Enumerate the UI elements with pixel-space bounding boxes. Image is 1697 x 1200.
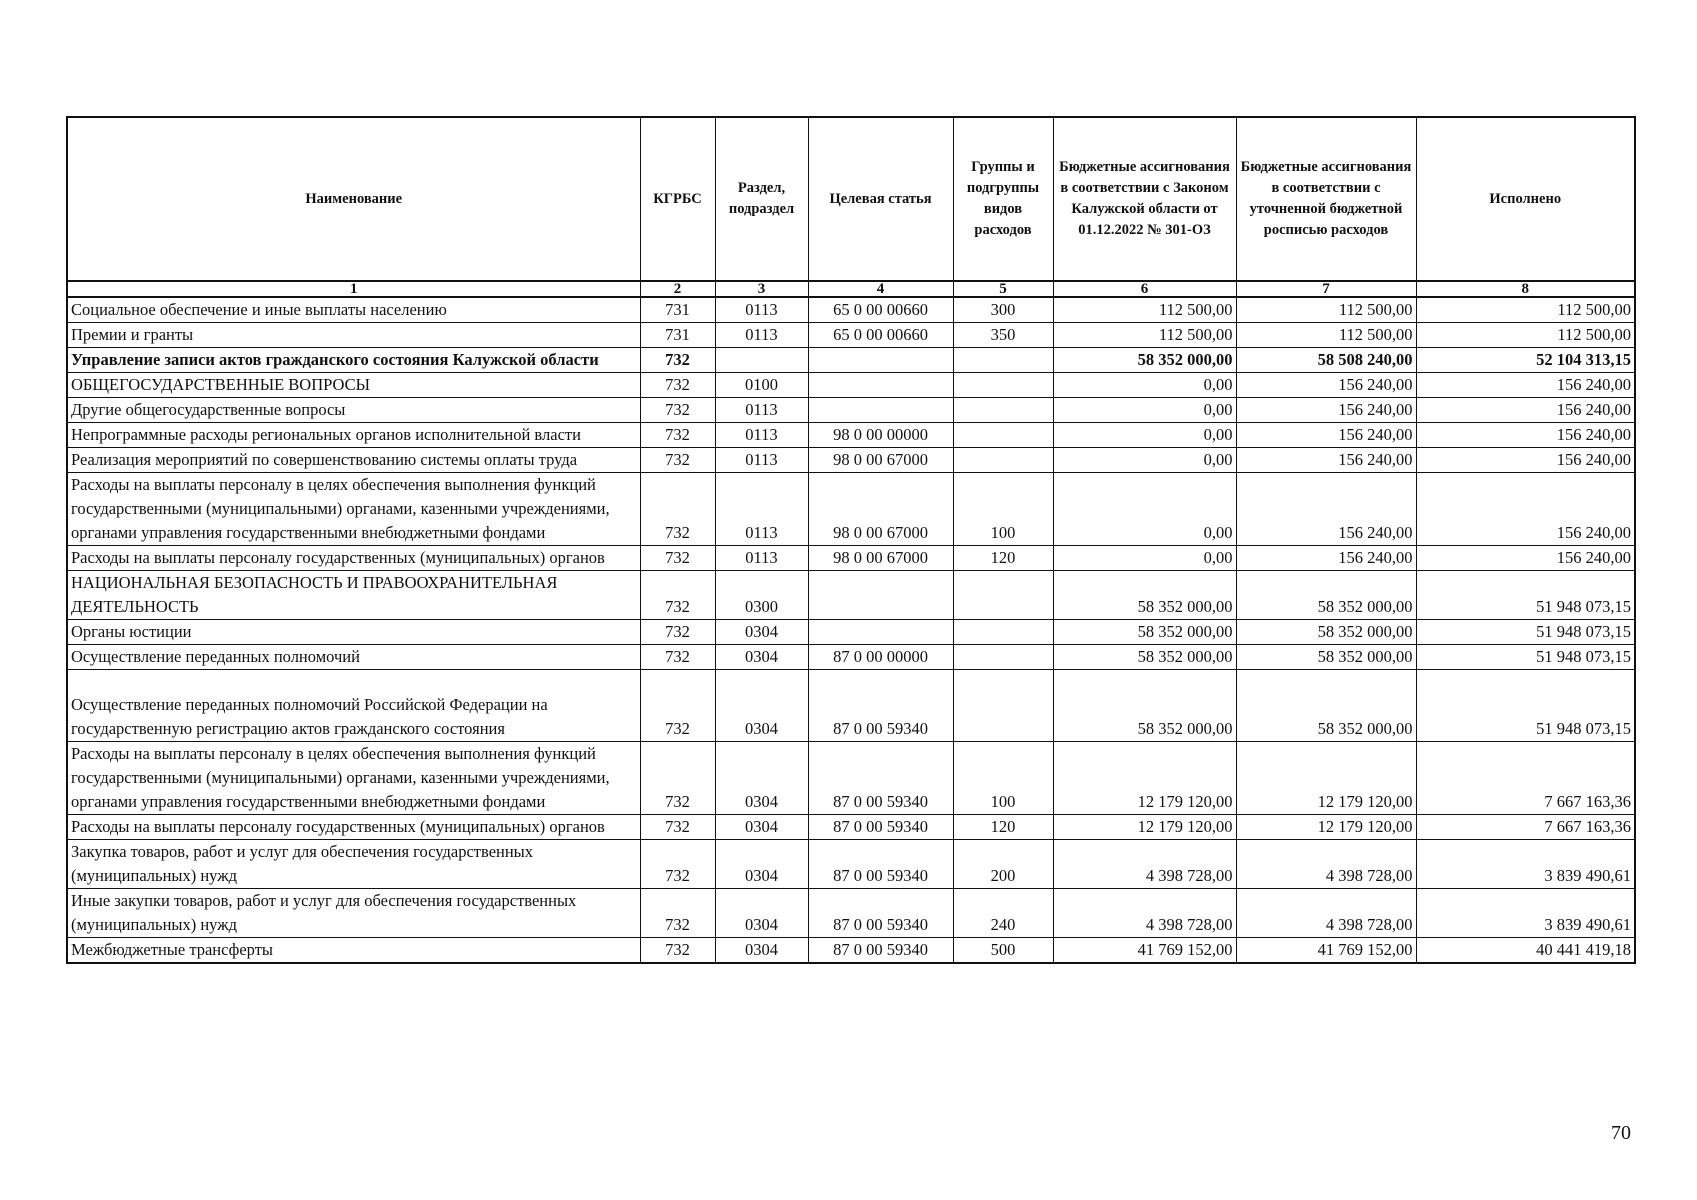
row-refined-amount: 112 500,00 [1236,323,1416,348]
row-section: 0304 [715,815,808,840]
header-kgrbs: КГРБС [640,117,715,281]
row-refined-amount: 12 179 120,00 [1236,815,1416,840]
row-group: 240 [953,889,1053,938]
row-name: Осуществление переданных полномочий Российской Федерации на государственную регистрацию актов гражданского состояния [67,670,640,742]
row-name: Закупка товаров, работ и услуг для обеспечения государственных (муниципальных) нужд [67,840,640,889]
table-row [67,348,1635,373]
table-row [67,742,1635,815]
row-law-amount: 112 500,00 [1053,297,1236,323]
header-name: Наименование [67,117,640,281]
row-law-amount: 58 352 000,00 [1053,620,1236,645]
row-name: Управление записи актов гражданского состояния Калужской области [67,348,640,373]
row-name: Премии и гранты [67,323,640,348]
row-law-amount: 0,00 [1053,448,1236,473]
row-refined-amount: 156 240,00 [1236,448,1416,473]
row-law-amount: 0,00 [1053,373,1236,398]
row-group [953,670,1053,742]
row-kgrbs: 732 [640,546,715,571]
row-target: 98 0 00 67000 [808,473,953,546]
row-kgrbs: 732 [640,448,715,473]
row-group [953,348,1053,373]
row-law-amount: 0,00 [1053,423,1236,448]
row-section [715,348,808,373]
row-executed-amount: 156 240,00 [1416,373,1635,398]
row-section: 0113 [715,398,808,423]
budget-table [66,116,1636,964]
row-law-amount: 58 352 000,00 [1053,670,1236,742]
header-executed: Исполнено [1416,117,1635,281]
row-executed-amount: 156 240,00 [1416,473,1635,546]
row-section: 0304 [715,670,808,742]
table-row [67,448,1635,473]
table-row [67,571,1635,620]
row-executed-amount: 156 240,00 [1416,423,1635,448]
row-refined-amount: 156 240,00 [1236,473,1416,546]
row-kgrbs: 732 [640,571,715,620]
row-section: 0304 [715,889,808,938]
row-law-amount: 4 398 728,00 [1053,889,1236,938]
row-executed-amount: 156 240,00 [1416,546,1635,571]
row-refined-amount: 156 240,00 [1236,423,1416,448]
row-law-amount: 4 398 728,00 [1053,840,1236,889]
column-number: 3 [715,281,808,297]
row-name: Осуществление переданных полномочий [67,645,640,670]
row-section: 0113 [715,297,808,323]
row-kgrbs: 732 [640,840,715,889]
row-target: 65 0 00 00660 [808,297,953,323]
row-target: 65 0 00 00660 [808,323,953,348]
row-name: Межбюджетные трансферты [67,938,640,964]
row-target [808,348,953,373]
row-target: 87 0 00 59340 [808,815,953,840]
row-kgrbs: 732 [640,815,715,840]
column-numbers-row [67,281,1635,297]
row-refined-amount: 41 769 152,00 [1236,938,1416,964]
table-row [67,840,1635,889]
row-kgrbs: 732 [640,670,715,742]
table-row [67,670,1635,742]
row-section: 0304 [715,840,808,889]
row-executed-amount: 52 104 313,15 [1416,348,1635,373]
row-kgrbs: 731 [640,297,715,323]
column-number: 1 [67,281,640,297]
row-refined-amount: 112 500,00 [1236,297,1416,323]
table-row [67,645,1635,670]
row-group [953,620,1053,645]
row-refined-amount: 4 398 728,00 [1236,840,1416,889]
row-refined-amount: 156 240,00 [1236,373,1416,398]
row-executed-amount: 3 839 490,61 [1416,840,1635,889]
row-refined-amount: 4 398 728,00 [1236,889,1416,938]
row-group: 300 [953,297,1053,323]
row-refined-amount: 58 352 000,00 [1236,620,1416,645]
row-kgrbs: 732 [640,742,715,815]
row-group [953,373,1053,398]
row-target: 87 0 00 59340 [808,670,953,742]
row-group [953,398,1053,423]
row-refined-amount: 156 240,00 [1236,398,1416,423]
row-name: Другие общегосударственные вопросы [67,398,640,423]
row-section: 0113 [715,546,808,571]
row-target: 87 0 00 59340 [808,742,953,815]
table-row [67,938,1635,964]
row-law-amount: 12 179 120,00 [1053,815,1236,840]
column-number: 7 [1236,281,1416,297]
row-section: 0300 [715,571,808,620]
row-group: 100 [953,742,1053,815]
column-number: 2 [640,281,715,297]
row-law-amount: 58 352 000,00 [1053,348,1236,373]
row-group [953,571,1053,620]
header-target: Целевая статья [808,117,953,281]
row-executed-amount: 7 667 163,36 [1416,742,1635,815]
row-executed-amount: 7 667 163,36 [1416,815,1635,840]
row-name: ОБЩЕГОСУДАРСТВЕННЫЕ ВОПРОСЫ [67,373,640,398]
row-kgrbs: 732 [640,938,715,964]
table-row [67,423,1635,448]
table-row [67,889,1635,938]
row-name: Расходы на выплаты персоналу государственных (муниципальных) органов [67,815,640,840]
row-name: Органы юстиции [67,620,640,645]
row-group: 200 [953,840,1053,889]
row-refined-amount: 156 240,00 [1236,546,1416,571]
header-row [67,117,1635,281]
table-row [67,815,1635,840]
column-number: 6 [1053,281,1236,297]
row-executed-amount: 156 240,00 [1416,398,1635,423]
row-name: Расходы на выплаты персоналу государственных (муниципальных) органов [67,546,640,571]
row-executed-amount: 51 948 073,15 [1416,620,1635,645]
row-section: 0304 [715,938,808,964]
row-target: 98 0 00 67000 [808,546,953,571]
header-groups: Группы и подгруппы видов расходов [953,117,1053,281]
row-target [808,398,953,423]
row-law-amount: 112 500,00 [1053,323,1236,348]
row-section: 0304 [715,645,808,670]
row-group: 120 [953,546,1053,571]
row-executed-amount: 3 839 490,61 [1416,889,1635,938]
row-refined-amount: 58 352 000,00 [1236,571,1416,620]
row-refined-amount: 58 352 000,00 [1236,645,1416,670]
row-group [953,423,1053,448]
row-refined-amount: 12 179 120,00 [1236,742,1416,815]
table-row [67,546,1635,571]
row-group [953,645,1053,670]
column-number: 8 [1416,281,1635,297]
row-law-amount: 58 352 000,00 [1053,645,1236,670]
table-row [67,297,1635,323]
row-kgrbs: 732 [640,889,715,938]
row-name: НАЦИОНАЛЬНАЯ БЕЗОПАСНОСТЬ И ПРАВООХРАНИТЕЛЬНАЯ ДЕЯТЕЛЬНОСТЬ [67,571,640,620]
row-group: 500 [953,938,1053,964]
row-section: 0113 [715,323,808,348]
row-executed-amount: 51 948 073,15 [1416,670,1635,742]
table-row [67,323,1635,348]
row-target: 87 0 00 59340 [808,840,953,889]
row-kgrbs: 732 [640,398,715,423]
row-target: 98 0 00 00000 [808,423,953,448]
row-name: Реализация мероприятий по совершенствованию системы оплаты труда [67,448,640,473]
row-executed-amount: 112 500,00 [1416,323,1635,348]
row-group: 120 [953,815,1053,840]
row-group [953,448,1053,473]
row-section: 0100 [715,373,808,398]
row-kgrbs: 732 [640,348,715,373]
row-kgrbs: 732 [640,620,715,645]
row-name: Расходы на выплаты персоналу в целях обеспечения выполнения функций государственными (муниципальными) органами, казенными учреждениями, органами управления государственными внебюджетными фондами [67,742,640,815]
row-section: 0304 [715,620,808,645]
row-target: 98 0 00 67000 [808,448,953,473]
row-section: 0304 [715,742,808,815]
row-kgrbs: 731 [640,323,715,348]
row-name: Расходы на выплаты персоналу в целях обеспечения выполнения функций государственными (муниципальными) органами, казенными учреждениями, органами управления государственными внебюджетными фондами [67,473,640,546]
header-law-allocations: Бюджетные ассигнования в соответствии с Законом Калужской области от 01.12.2022 № 301-ОЗ [1053,117,1236,281]
row-target: 87 0 00 00000 [808,645,953,670]
header-section: Раздел, подраздел [715,117,808,281]
table-row [67,373,1635,398]
row-executed-amount: 156 240,00 [1416,448,1635,473]
row-name: Социальное обеспечение и иные выплаты населению [67,297,640,323]
row-target [808,620,953,645]
row-target: 87 0 00 59340 [808,889,953,938]
row-executed-amount: 40 441 419,18 [1416,938,1635,964]
page-number: 70 [1611,1122,1631,1144]
row-name: Непрограммные расходы региональных органов исполнительной власти [67,423,640,448]
row-executed-amount: 51 948 073,15 [1416,645,1635,670]
column-number: 4 [808,281,953,297]
row-refined-amount: 58 508 240,00 [1236,348,1416,373]
row-law-amount: 0,00 [1053,473,1236,546]
row-kgrbs: 732 [640,423,715,448]
row-law-amount: 41 769 152,00 [1053,938,1236,964]
row-target [808,373,953,398]
table-row [67,473,1635,546]
row-target [808,571,953,620]
table-row [67,398,1635,423]
row-section: 0113 [715,423,808,448]
row-refined-amount: 58 352 000,00 [1236,670,1416,742]
row-executed-amount: 51 948 073,15 [1416,571,1635,620]
row-group: 100 [953,473,1053,546]
row-kgrbs: 732 [640,473,715,546]
column-number: 5 [953,281,1053,297]
row-target: 87 0 00 59340 [808,938,953,964]
row-section: 0113 [715,448,808,473]
table-row [67,620,1635,645]
row-law-amount: 0,00 [1053,398,1236,423]
row-executed-amount: 112 500,00 [1416,297,1635,323]
row-kgrbs: 732 [640,373,715,398]
row-law-amount: 0,00 [1053,546,1236,571]
row-name: Иные закупки товаров, работ и услуг для обеспечения государственных (муниципальных) нужд [67,889,640,938]
row-group: 350 [953,323,1053,348]
row-section: 0113 [715,473,808,546]
row-law-amount: 12 179 120,00 [1053,742,1236,815]
header-refined-allocations: Бюджетные ассигнования в соответствии с уточненной бюджетной росписью расходов [1236,117,1416,281]
row-law-amount: 58 352 000,00 [1053,571,1236,620]
row-kgrbs: 732 [640,645,715,670]
